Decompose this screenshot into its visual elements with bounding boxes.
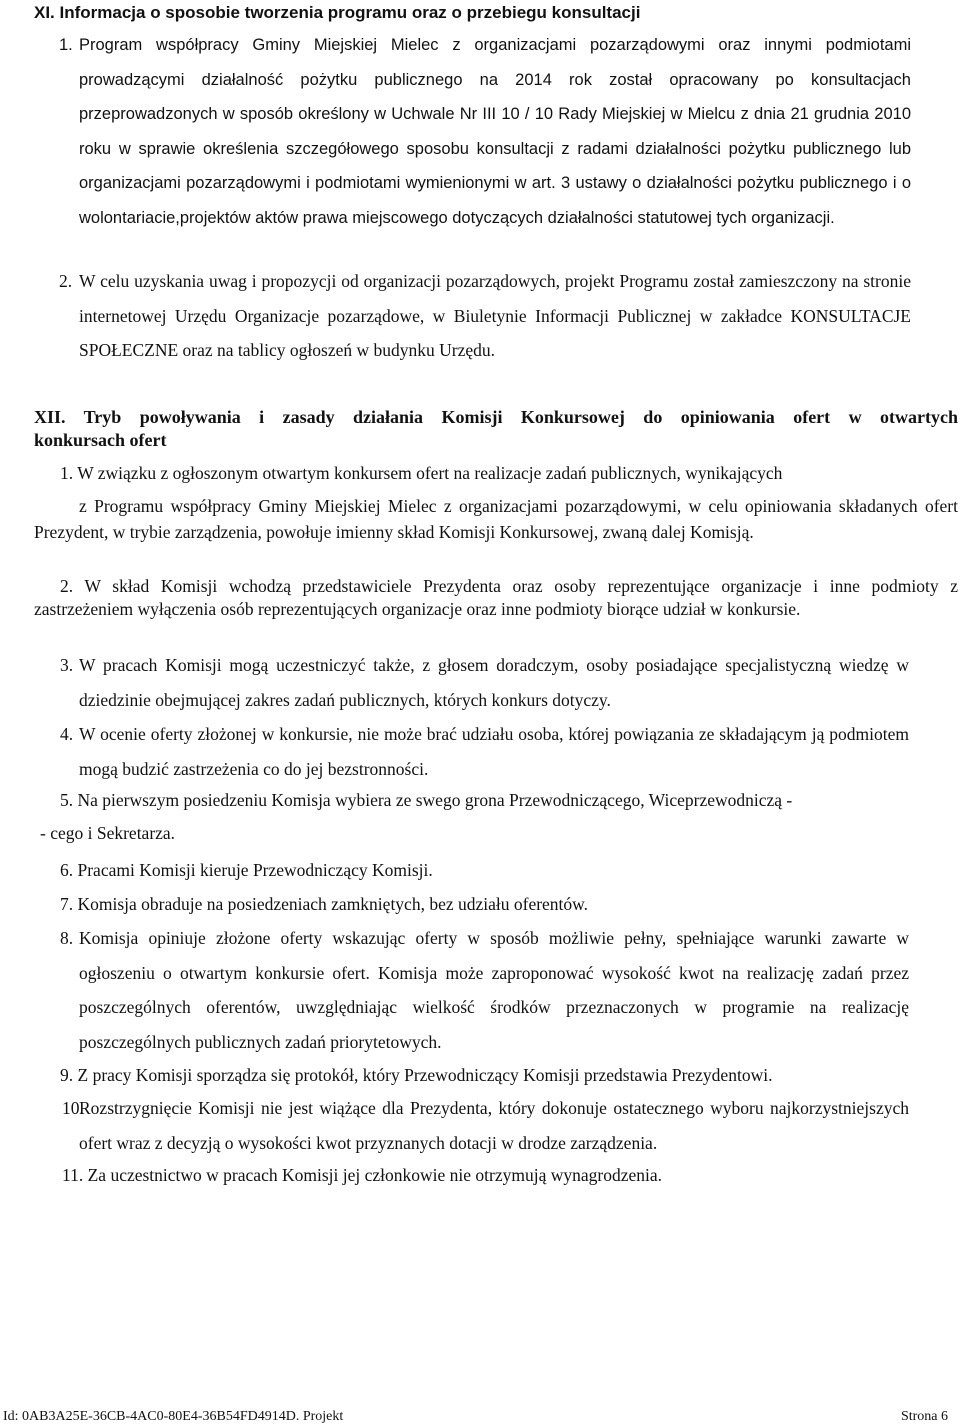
xii-item-1 (60, 462, 782, 484)
item-number: 7. (60, 894, 74, 914)
item-number: 6. (60, 860, 74, 880)
xii-item-11 (62, 1164, 662, 1186)
xii-item-2 (34, 575, 958, 621)
item-number: 1. (60, 463, 74, 483)
xii-item-8 (60, 921, 909, 1059)
section-xii-heading-cont: konkursach ofert (34, 430, 167, 450)
item-number: 5. (60, 790, 74, 810)
item-text: Na pierwszym posiedzeniu Komisja wybiera ze swego grona Przewodniczącego, Wiceprzewodniczą - (77, 790, 793, 810)
section-xii-heading: XII. Tryb powoływania i zasady działania Komisji Konkursowej do opiniowania ofert w otwartych (34, 407, 958, 427)
xii-item-4 (60, 717, 909, 786)
xii-item-6 (60, 859, 433, 881)
xii-item-1-continuation: z Programu współpracy Gminy Miejskiej Mielec z organizacjami pozarządowymi, w celu opiniowania składanych ofert Prezydent, w trybie zarządzenia, powołuje imienny skład Komisji Konkursowej, zwaną dalej Komisją. (34, 496, 958, 542)
footer-page-number: Strona 6 (900, 1409, 948, 1424)
item-number: 3. (60, 655, 74, 675)
section-xi-item-2 (59, 264, 911, 368)
xii-item-10 (62, 1091, 909, 1160)
xii-item-7 (60, 893, 588, 915)
xii-item-3 (60, 648, 909, 717)
item-number: 11. (62, 1165, 84, 1185)
item-number: 1. (59, 36, 73, 54)
item-text: Za uczestnictwo w pracach Komisji jej członkowie nie otrzymują wynagrodzenia. (87, 1165, 662, 1185)
item-text: W skład Komisji wchodzą przedstawiciele Prezydenta oraz osoby reprezentujące organizacje i inne podmioty z zastrzeżeniem wyłączenia osób reprezentujących organizacje oraz inne podmioty biorące udział w konkursie. (34, 576, 958, 619)
item-number: 2. (59, 271, 73, 291)
item-text: Pracami Komisji kieruje Przewodniczący Komisji. (77, 860, 433, 880)
item-text: W celu uzyskania uwag i propozycji od organizacji pozarządowych, projekt Programu został zamieszczony na stronie internetowej Urzędu Organizacje pozarządowe, w Biuletynie Informacji Publicznej w zakładce KONSULTACJE SPOŁECZNE oraz na tablicy ogłoszeń w budynku Urzędu. (79, 271, 911, 360)
section-xi-item-1 (59, 28, 911, 235)
item-text: Komisja opiniuje złożone oferty wskazując oferty w sposób możliwie pełny, spełniające warunki zawarte w ogłoszeniu o otwartym konkursie ofert. Komisja może zaproponować wysokość kwot na realizację zadań przez poszczególnych oferentów, uwzględniając wielkość środków przeznaczonych w programie na realizację poszczególnych publicznych zadań priorytetowych. (79, 928, 909, 1052)
xii-item-9 (60, 1064, 772, 1086)
item-number: 2. (60, 576, 74, 596)
xii-item-5 (60, 789, 792, 811)
item-text: Komisja obraduje na posiedzeniach zamkniętych, bez udziału oferentów. (77, 894, 589, 914)
item-text: Z pracy Komisji sporządza się protokół, który Przewodniczący Komisji przedstawia Prezydentowi. (77, 1065, 773, 1085)
section-xi-heading: XI. Informacja o sposobie tworzenia programu oraz o przebiegu konsultacji (34, 3, 641, 22)
xii-item-5-continuation: - cego i Sekretarza. (40, 823, 176, 843)
item-number: 10. (62, 1098, 84, 1118)
item-number: 4. (60, 724, 74, 744)
item-text: W związku z ogłoszonym otwartym konkursem ofert na realizacje zadań publicznych, wynikających (77, 463, 783, 483)
item-text: Program współpracy Gminy Miejskiej Mielec z organizacjami pozarządowymi oraz innymi podmiotami prowadzącymi działalność pożytku publicznego na 2014 rok został opracowany po konsultacjach przeprowadzonych w sposób określony w Uchwale Nr III 10 / 10 Rady Miejskiej w Mielcu z dnia 21 grudnia 2010 roku w sprawie określenia szczegółowego sposobu konsultacji z radami działalności pożytku publicznego lub organizacjami pozarządowymi i podmiotami wymienionymi w art. 3 ustawy o działalności pożytku publicznego i o wolontariacie,projektów aktów prawa miejscowego dotyczących działalności statutowej tych organizacji. (79, 36, 911, 227)
footer-document-id: Id: 0AB3A25E-36CB-4AC0-80E4-36B54FD4914D. Projekt (3, 1409, 344, 1424)
item-text: Rozstrzygnięcie Komisji nie jest wiążące dla Prezydenta, który dokonuje ostatecznego wyboru najkorzystniejszych ofert wraz z decyzją o wysokości kwot przyznanych dotacji w drodze zarządzenia. (79, 1098, 909, 1153)
item-text: W ocenie oferty złożonej w konkursie, nie może brać udziału osoba, której powiązania ze składającym ją podmiotem mogą budzić zastrzeżenia co do jej bezstronności. (79, 724, 909, 779)
item-number: 9. (60, 1065, 74, 1085)
item-text: W pracach Komisji mogą uczestniczyć także, z głosem doradczym, osoby posiadające specjalistyczną wiedzę w dziedzinie obejmującej zakres zadań publicznych, których konkurs dotyczy. (79, 655, 909, 710)
item-number: 8. (60, 928, 74, 948)
